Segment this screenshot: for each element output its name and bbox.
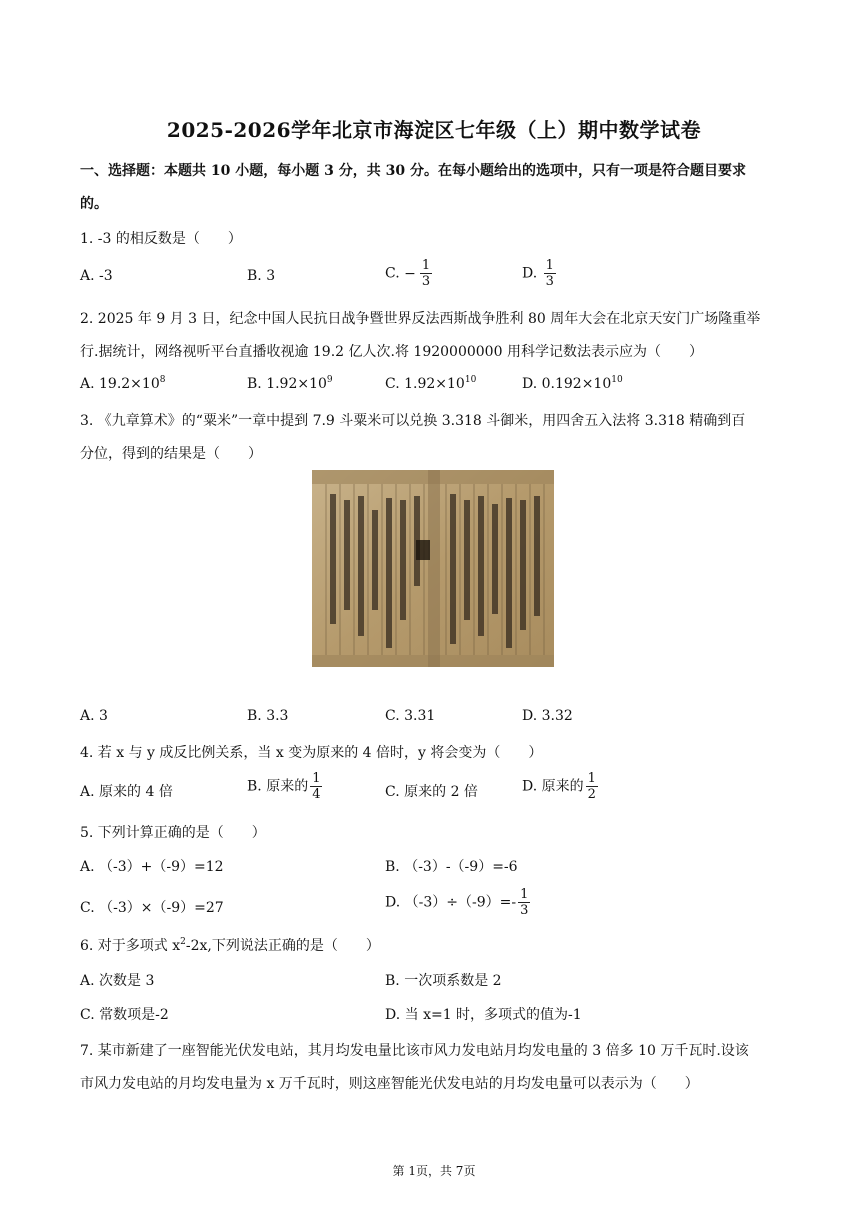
section-heading-line-1: 一、选择题：本题共 10 小题，每小题 3 分，共 30 分。在每小题给出的选项中，只有一项是符合题目要求: [80, 163, 746, 179]
fraction: $\frac{1}{2}$: [587, 771, 596, 802]
question-4-stem: 4. 若 x 与 y 成反比例关系，当 x 变为原来的 4 倍时，y 将会变为（ ）: [80, 745, 543, 761]
question-7-line-1: 7. 某市新建了一座智能光伏发电站，其月均发电量比该市风力发电站月均发电量的 3 倍多 10 万千瓦时.设该: [80, 1043, 749, 1059]
q2-option-a: A. $19.2\times 10^8$: [80, 375, 166, 392]
q1-option-c: C. − $\frac{1}{3}$: [385, 258, 431, 289]
q5-option-c: C. （-3）×（-9）=27: [80, 900, 224, 916]
q1-option-a: A. -3: [80, 268, 113, 284]
ancient-book-illustration: [312, 470, 554, 667]
q6-option-d: D. 当 x=1 时，多项式的值为-1: [385, 1007, 582, 1023]
fraction: $\frac{1}{3}$: [545, 258, 554, 289]
page-footer: 第 1页，共 7页: [392, 1164, 476, 1178]
section-heading-line-2: 的。: [80, 196, 108, 212]
q4-option-c: C. 原来的 2 倍: [385, 784, 478, 800]
question-5-stem: 5. 下列计算正确的是（ ）: [80, 825, 266, 841]
q4-option-a: A. 原来的 4 倍: [80, 784, 173, 800]
q3-option-c: C. 3.31: [385, 708, 436, 724]
question-7-line-2: 市风力发电站的月均发电量为 x 万千瓦时，则这座智能光伏发电站的月均发电量可以表示为（ ）: [80, 1076, 699, 1092]
q1-option-b: B. 3: [247, 268, 276, 284]
q2-option-b: B. $1.92\times 10^9$: [247, 375, 333, 392]
q6-option-c: C. 常数项是-2: [80, 1007, 169, 1023]
ancient-book-image: [312, 470, 554, 667]
question-3-line-1: 3. 《九章算术》的“粟米”一章中提到 7.9 斗粟米可以兑换 3.318 斗御米，用四舍五入法将 3.318 精确到百: [80, 413, 746, 429]
page-title: 2025-2026学年北京市海淀区七年级（上）期中数学试卷: [166, 118, 702, 142]
question-2-line-1: 2. 2025 年 9 月 3 日，纪念中国人民抗日战争暨世界反法西斯战争胜利 80 周年大会在北京天安门广场隆重举: [80, 311, 761, 327]
fraction: $\frac{1}{3}$: [421, 258, 431, 289]
question-1-stem: 1. -3 的相反数是（ ）: [80, 231, 242, 247]
q2-option-d: D. $0.192\times 10^{10}$: [522, 375, 623, 392]
fraction: $\frac{1}{3}$: [520, 887, 529, 918]
q6-option-a: A. 次数是 3: [80, 973, 155, 989]
q4-option-d: D. 原来的 $\frac{1}{2}$: [522, 771, 596, 802]
question-6-stem: 6. 对于多项式 $x^2-2x$,下列说法正确的是（ ）: [80, 937, 380, 954]
q3-option-a: A. 3: [80, 708, 108, 724]
fraction: $\frac{1}{4}$: [312, 771, 321, 802]
question-2-line-2: 行.据统计，网络视听平台直播收视逾 19.2 亿人次.将 1920000000 用科学记数法表示应为（ ）: [80, 344, 703, 360]
q5-option-d: D. （-3）÷（-9）=- $\frac{1}{3}$: [385, 887, 529, 918]
q4-option-b: B. 原来的 $\frac{1}{4}$: [247, 771, 321, 802]
q3-option-d: D. 3.32: [522, 708, 573, 724]
q5-option-a: A. （-3）+（-9）=12: [80, 859, 224, 875]
q6-option-b: B. 一次项系数是 2: [385, 973, 502, 989]
q1-option-d: D. $\frac{1}{3}$: [522, 258, 554, 289]
q3-option-b: B. 3.3: [247, 708, 289, 724]
q2-option-c: C. $1.92\times 10^{10}$: [385, 375, 477, 392]
question-3-line-2: 分位，得到的结果是（ ）: [80, 446, 262, 462]
q5-option-b: B. （-3）-（-9）=-6: [385, 859, 518, 875]
